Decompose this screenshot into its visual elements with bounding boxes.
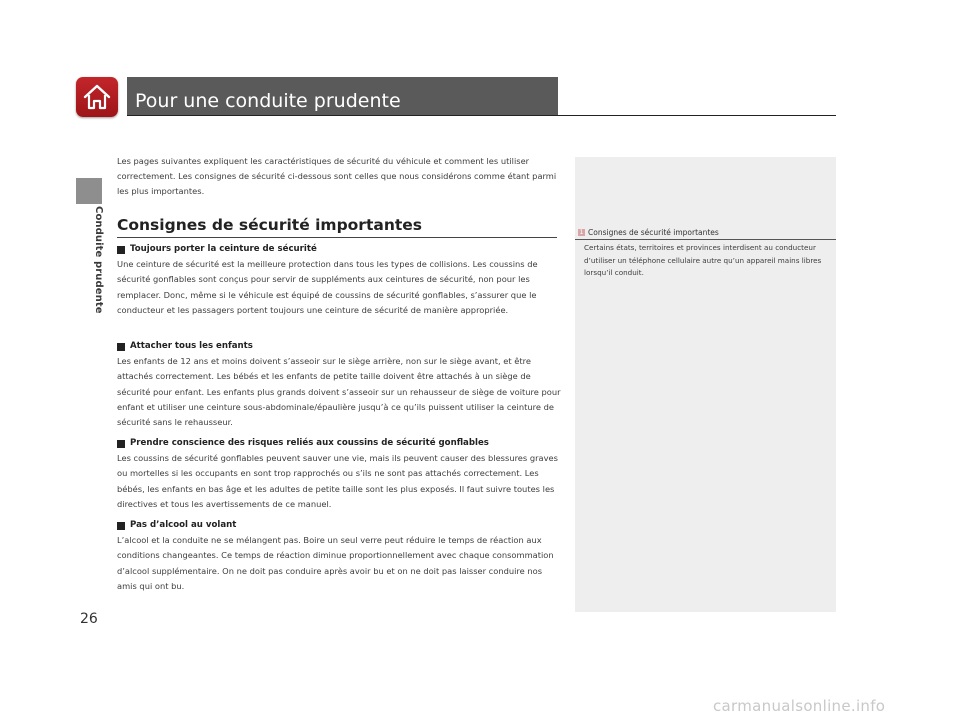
item-heading: Attacher tous les enfants: [130, 341, 253, 351]
sidebar-heading: [575, 226, 836, 239]
square-bullet-icon: [117, 246, 125, 254]
sidebar-heading-text: Consignes de sécurité importantes: [588, 228, 719, 237]
page-title: Pour une conduite prudente: [127, 77, 558, 115]
watermark: carmanualsonline.info: [713, 697, 886, 715]
item-body: L’alcool et la conduite ne se mélangent pas. Boire un seul verre peut réduire le temps de réaction aux conditions changeantes. Ce temps de réaction diminue proportionnellement avec chaque consommation d’alcool supplémentaire. On ne doit pas conduire après avoir bu et on ne doit pas laisser conduire nos amis qui ont bu.: [117, 535, 554, 591]
square-bullet-icon: [117, 522, 125, 530]
home-icon: [81, 81, 113, 113]
square-bullet-icon: [117, 440, 125, 448]
sidebar-body: Certains états, territoires et provinces interdisent au conducteur d’utiliser un téléphone cellulaire autre qu’un appareil mains libres lorsqu’il conduit.: [584, 243, 822, 277]
section-item-alcohol: [117, 518, 562, 594]
item-body: Une ceinture de sécurité est la meilleure protection dans tous les types de collisions. Les coussins de sécurité gonflables sont conçus pour servir de suppléments aux ceintures de sécurité, non pour les remplacer. Donc, même si le véhicule est équipé de coussins de sécurité gonflables, s’assurer que le conducteur et les passagers portent toujours une ceinture de sécurité de manière appropriée.: [117, 259, 538, 315]
section-rule: [117, 237, 557, 238]
square-bullet-icon: [117, 343, 125, 351]
intro-text: Les pages suivantes expliquent les caractéristiques de sécurité du véhicule et comment les utiliser correctement. Les consignes de sécurité ci-dessous sont celles que nous considérons comme étant parmi les plus importantes.: [117, 156, 557, 196]
section-title: Consignes de sécurité importantes: [117, 216, 423, 234]
item-heading: Toujours porter la ceinture de sécurité: [130, 244, 317, 254]
page-number: 26: [80, 611, 98, 627]
side-tab[interactable]: [76, 178, 102, 204]
section-item-seatbelt: [117, 242, 562, 318]
sidebar-rule: [575, 239, 836, 240]
item-heading: Prendre conscience des risques reliés aux coussins de sécurité gonflables: [130, 438, 489, 448]
section-item-airbags: [117, 436, 562, 512]
item-body: Les coussins de sécurité gonflables peuvent sauver une vie, mais ils peuvent causer des blessures graves ou mortelles si les occupants en sont trop rapprochés ou s’ils ne sont pas attachés correctement. Les bébés, les enfants en bas âge et les adultes de petite taille sont les plus exposés. Il faut suivre toutes les directives et tous les avertissements de ce manuel.: [117, 453, 558, 509]
side-label: Conduite prudente: [93, 206, 104, 314]
item-body: Les enfants de 12 ans et moins doivent s’asseoir sur le siège arrière, non sur le siège avant, et être attachés correctement. Les bébés et les enfants de petite taille doivent être attachés à un siège de sécurité pour enfant. Les enfants plus grands doivent s’asseoir sur un rehausseur de siège de voiture pour enfant et utiliser une ceinture sous-abdominale/épaulière jusqu’à ce qu’ils puissent utiliser la ceinture de sécurité sans le rehausseur.: [117, 356, 561, 428]
section-item-children: [117, 339, 562, 430]
home-button[interactable]: [76, 77, 118, 117]
note-marker-icon: 1: [579, 229, 584, 236]
item-heading: Pas d’alcool au volant: [130, 520, 237, 530]
title-rule: [127, 115, 836, 116]
